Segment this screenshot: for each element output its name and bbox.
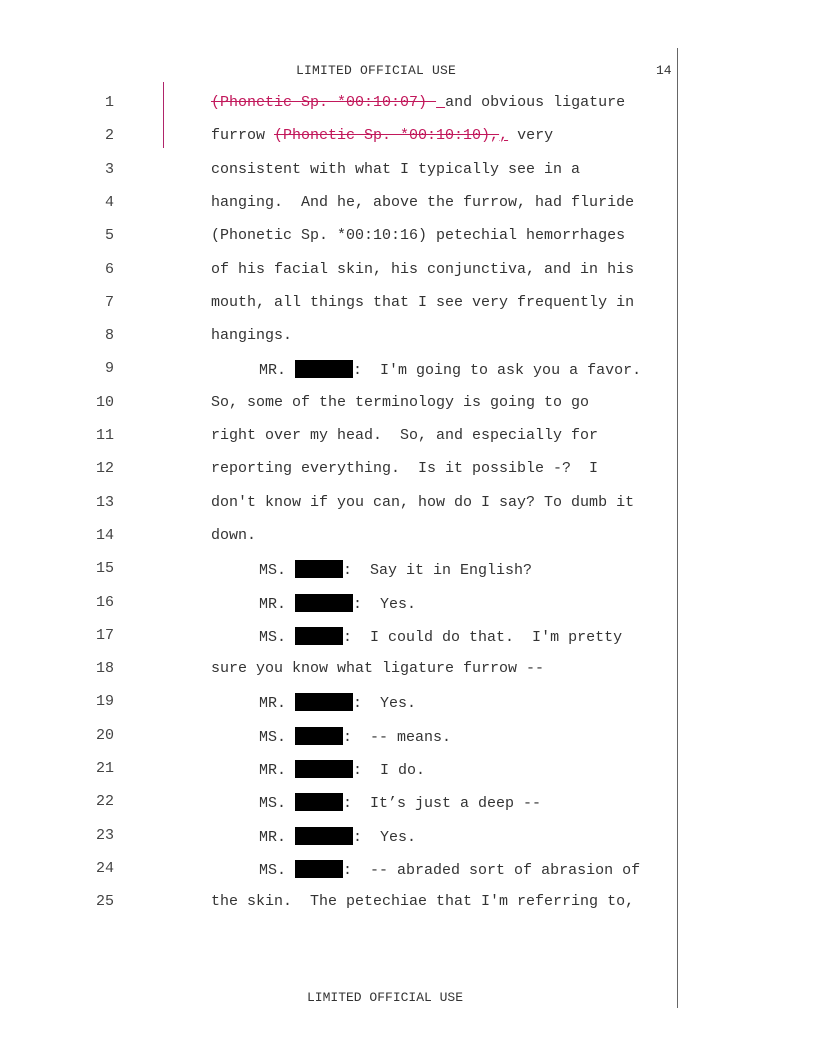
line-text: [211, 227, 625, 244]
transcript-line: [0, 127, 816, 147]
line-content: very: [508, 127, 554, 145]
line-number: 21: [95, 760, 114, 777]
speaker-title: MS.: [259, 628, 287, 646]
line-text: [259, 627, 622, 646]
line-text: [211, 161, 580, 178]
line-text: [211, 94, 625, 111]
transcript-line: [0, 360, 816, 380]
line-number: 18: [95, 660, 114, 678]
line-content: So, some of the terminology is going to go: [211, 393, 590, 411]
line-number: 9: [104, 360, 114, 378]
line-number: 3: [104, 160, 114, 178]
line-text: [259, 560, 532, 579]
line-content: : Yes.: [353, 595, 417, 613]
redaction-box: [295, 793, 343, 811]
line-content: : -- means.: [343, 728, 452, 746]
tracked-deletion: (Phonetic Sp. *00:10:10),: [274, 127, 500, 145]
line-text: [259, 860, 640, 879]
line-number: 6: [104, 260, 114, 278]
speaker-title: MS.: [259, 795, 287, 813]
line-number: 24: [95, 859, 114, 877]
redaction-box: [295, 360, 353, 378]
transcript-line: [0, 460, 816, 480]
line-text: [211, 327, 292, 344]
line-text: [211, 494, 634, 511]
redaction-box: [295, 627, 343, 645]
transcript-line: [0, 827, 816, 847]
redaction-box: [295, 693, 353, 711]
tracked-insertion: ,: [499, 127, 509, 145]
line-number: 16: [95, 593, 114, 611]
transcript-line: [0, 560, 816, 580]
footer-classification: LIMITED OFFICIAL USE: [307, 990, 464, 1005]
line-text: [211, 893, 634, 910]
line-content: and obvious ligature: [445, 94, 626, 111]
line-content: (Phonetic Sp. *00:10:16) petechial hemorrhages: [211, 227, 626, 245]
transcript-line: [0, 793, 816, 813]
line-content: : Yes.: [353, 695, 417, 713]
line-text: [211, 394, 589, 411]
redaction-box: [295, 727, 343, 745]
line-number: 4: [104, 193, 114, 211]
redaction-box: [295, 860, 343, 878]
line-text: [259, 594, 416, 613]
page-number: 14: [656, 63, 672, 78]
line-content: : I'm going to ask you a favor.: [353, 362, 642, 380]
line-number: 25: [95, 893, 114, 911]
speaker-title: MR.: [259, 828, 287, 846]
redaction-box: [295, 594, 353, 612]
redaction-box: [295, 760, 353, 778]
line-text: [259, 693, 416, 712]
line-content: : I could do that. I'm pretty: [343, 628, 623, 646]
header-classification: LIMITED OFFICIAL USE: [296, 63, 457, 78]
speaker-title: MR.: [259, 362, 287, 380]
transcript-line: [0, 693, 816, 713]
speaker-title: MR.: [259, 695, 287, 713]
line-content: consistent with what I typically see in a: [211, 160, 581, 178]
line-number: 12: [95, 460, 114, 478]
line-content: of his facial skin, his conjunctiva, and in his: [211, 260, 635, 278]
line-number: 22: [95, 793, 114, 811]
line-number: 17: [95, 626, 114, 644]
transcript-line: [0, 94, 816, 114]
line-number: 1: [104, 94, 114, 111]
speaker-title: MR.: [259, 762, 287, 779]
line-content: : Yes.: [353, 828, 417, 846]
speaker-title: MR.: [259, 595, 287, 613]
speaker-title: MS.: [259, 562, 287, 580]
transcript-line: [0, 394, 816, 414]
line-number: 15: [95, 560, 114, 578]
tracked-deletion: (Phonetic Sp. *00:10:07): [211, 94, 437, 111]
line-text: [211, 194, 634, 211]
line-content: right over my head. So, and especially for: [211, 427, 599, 444]
transcript-line: [0, 194, 816, 214]
line-text: [211, 261, 634, 278]
line-content: : Say it in English?: [343, 562, 533, 580]
line-number: 5: [104, 227, 114, 245]
transcript-line: [0, 893, 816, 913]
line-number: 20: [95, 726, 114, 744]
line-text: [259, 727, 451, 746]
transcript-line: [0, 494, 816, 514]
line-content: mouth, all things that I see very frequently in: [211, 293, 635, 311]
speaker-title: MS.: [259, 728, 287, 746]
redaction-box: [295, 560, 343, 578]
transcript-line: [0, 161, 816, 181]
line-number: 19: [95, 693, 114, 711]
line-number: 11: [95, 427, 114, 444]
line-text-prefix: furrow: [211, 127, 275, 145]
transcript-line: [0, 594, 816, 614]
line-text: [211, 427, 598, 444]
line-text: [211, 294, 634, 311]
line-content: the skin. The petechiae that I'm referring to,: [211, 893, 635, 911]
transcript-line: [0, 727, 816, 747]
line-number: 2: [104, 127, 114, 145]
line-content: reporting everything. Is it possible -? I: [211, 460, 599, 478]
transcript-line: [0, 294, 816, 314]
line-content: hanging. And he, above the furrow, had fluride: [211, 193, 635, 211]
line-content: : I do.: [353, 762, 426, 779]
redaction-box: [295, 827, 353, 845]
line-content: hangings.: [211, 327, 293, 345]
transcript-line: [0, 227, 816, 247]
line-text: [259, 827, 416, 846]
line-text: [211, 127, 553, 144]
line-number: 7: [104, 293, 114, 311]
line-number: 10: [95, 393, 114, 411]
transcript-line: [0, 860, 816, 880]
line-text: [211, 660, 544, 677]
tracked-insertion: [436, 94, 445, 111]
line-number: 8: [104, 327, 114, 345]
line-number: 13: [95, 493, 114, 511]
transcript-line: [0, 527, 816, 547]
transcript-line: [0, 760, 816, 780]
line-content: : It’s just a deep --: [343, 795, 542, 813]
line-content: don't know if you can, how do I say? To dumb it: [211, 493, 635, 511]
line-text: [259, 360, 641, 379]
line-content: : -- abraded sort of abrasion of: [343, 861, 641, 879]
line-content: down.: [211, 526, 257, 544]
line-text: [259, 793, 541, 812]
speaker-title: MS.: [259, 861, 287, 879]
transcript-line: [0, 427, 816, 447]
transcript-line: [0, 327, 816, 347]
line-number: 14: [95, 526, 114, 544]
line-text: [259, 760, 425, 779]
transcript-line: [0, 627, 816, 647]
transcript-line: [0, 261, 816, 281]
transcript-line: [0, 660, 816, 680]
line-text: [211, 460, 598, 477]
line-number: 23: [95, 826, 114, 844]
line-text: [211, 527, 256, 544]
line-content: sure you know what ligature furrow --: [211, 660, 545, 678]
